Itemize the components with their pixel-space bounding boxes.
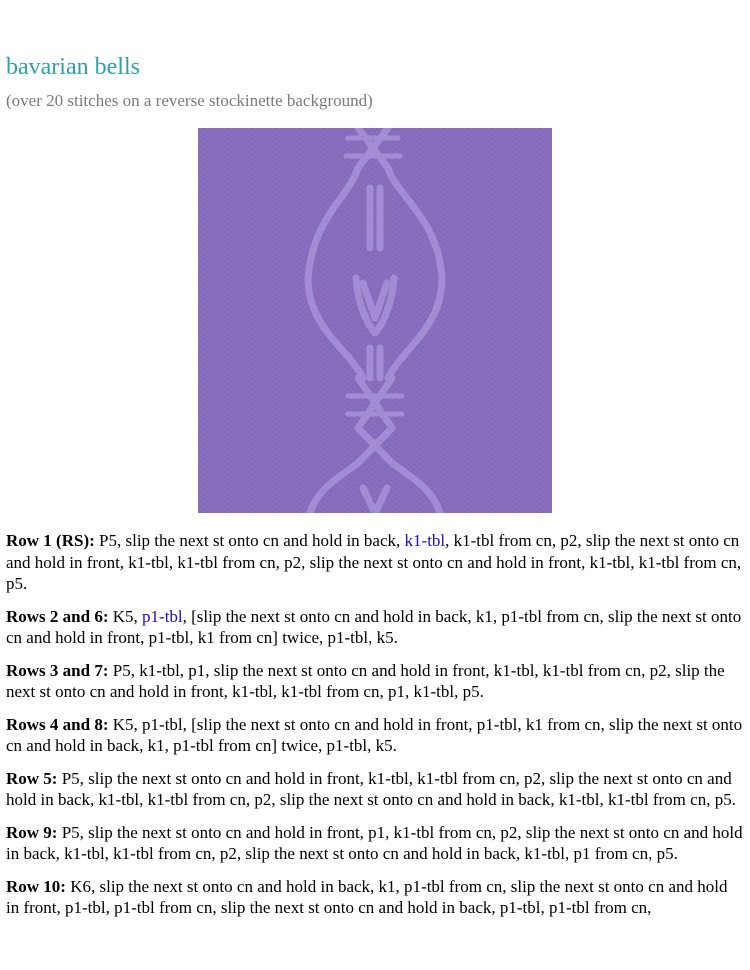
instruction-row-5 bbox=[6, 768, 744, 811]
row-text: K6, slip the next st onto cn and hold in back, k1, p1-tbl from cn, slip the next st onto cn and hold in front, p1-tbl, p1-tbl from cn, slip the next st onto cn and hold in back, p1-tbl, p1-tbl from cn, bbox=[6, 876, 728, 917]
row-text: P5, slip the next st onto cn and hold in back, bbox=[94, 531, 405, 550]
row-label: Rows 2 and 6: bbox=[6, 606, 109, 626]
page-title: bavarian bells bbox=[6, 54, 140, 80]
k1-tbl-link[interactable]: k1-tbl bbox=[404, 531, 446, 550]
instruction-row-10 bbox=[6, 876, 744, 919]
row-label: Rows 4 and 8: bbox=[6, 714, 109, 734]
row-label: Row 10: bbox=[6, 876, 66, 896]
instruction-row-4-8 bbox=[6, 714, 744, 757]
row-text: , [slip the next st onto cn and hold in back, k1, p1-tbl from cn, slip the next st onto cn and hold in front, p1-tbl, k1 from cn] twice, p1-tbl, k5. bbox=[6, 606, 742, 647]
row-text: P5, slip the next st onto cn and hold in front, k1-tbl, k1-tbl from cn, p2, slip the next st onto cn and hold in back, k1-tbl, k1-tbl from cn, p2, slip the next st onto cn and hold in back, k1-tbl, k1-tbl from cn, p5. bbox=[6, 768, 736, 809]
row-label: Row 1 (RS): bbox=[6, 531, 95, 550]
instructions bbox=[6, 530, 744, 930]
row-text: P5, k1-tbl, p1, slip the next st onto cn and hold in front, k1-tbl, k1-tbl from cn, p2, slip the next st onto cn and hold in front, k1-tbl, k1-tbl from cn, p1, k1-tbl, p5. bbox=[6, 660, 725, 701]
instruction-row-2-6 bbox=[6, 606, 744, 649]
row-text: K5, p1-tbl, [slip the next st onto cn and hold in front, p1-tbl, k1 from cn, slip the next st onto cn and hold in back, k1, p1-tbl from cn] twice, p1-tbl, k5. bbox=[6, 714, 743, 755]
knitted-swatch-image bbox=[198, 128, 552, 513]
row-label: Row 9: bbox=[6, 822, 58, 842]
row-label: Rows 3 and 7: bbox=[6, 660, 109, 680]
row-label: Row 5: bbox=[6, 768, 58, 788]
row-text: K5, bbox=[108, 606, 143, 626]
instruction-row-9 bbox=[6, 822, 744, 865]
instruction-row-3-7 bbox=[6, 660, 744, 703]
p1-tbl-link[interactable]: p1-tbl bbox=[142, 606, 183, 626]
row-text: , k1-tbl from cn, p2, slip the next st onto cn and hold in front, k1-tbl, k1-tbl from cn, p2, slip the next st onto cn and hold in front, k1-tbl, k1-tbl from cn, p5. bbox=[6, 531, 742, 593]
row-text: P5, slip the next st onto cn and hold in front, p1, k1-tbl from cn, p2, slip the next st onto cn and hold in back, k1-tbl, k1-tbl from cn, p2, slip the next st onto cn and hold in back, k1-tbl, p1 from cn, p5. bbox=[6, 822, 743, 863]
page-subtitle: (over 20 stitches on a reverse stockinette background) bbox=[6, 91, 373, 110]
instruction-row-1 bbox=[6, 530, 744, 595]
